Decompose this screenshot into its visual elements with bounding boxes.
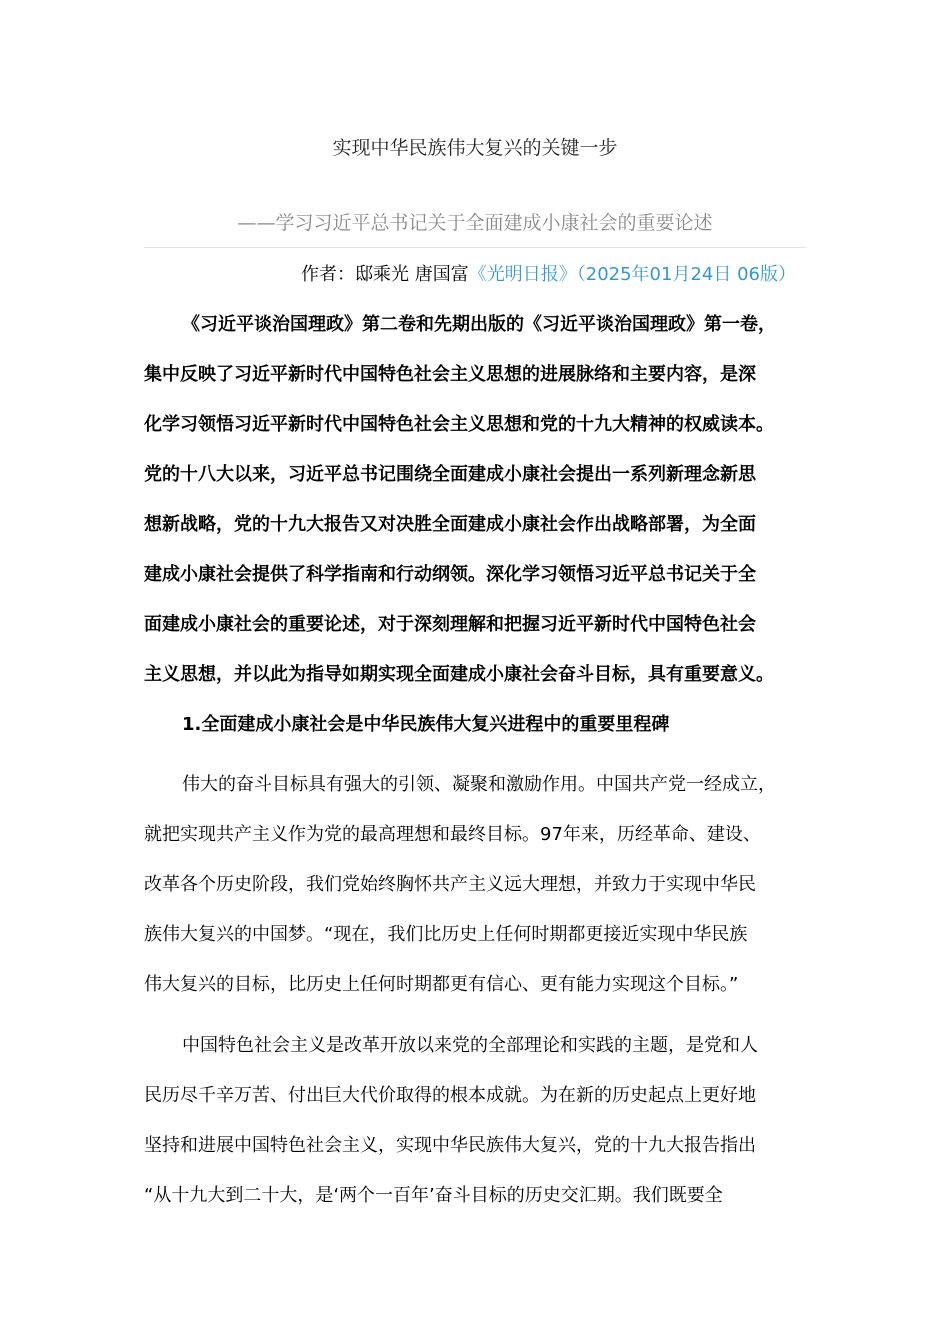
body-line: 中国特色社会主义是改革开放以来党的全部理论和实践的主题，是党和人 xyxy=(182,1035,758,1056)
lead-line: 主义思想，并以此为指导如期实现全面建成小康社会奋斗目标，具有重要意义。 xyxy=(144,664,774,685)
byline-source-link[interactable]: 《光明日报》（2025年01月24日 06版） xyxy=(468,264,796,285)
lead-line: 化学习领悟习近平新时代中国特色社会主义思想和党的十九大精神的权威读本。 xyxy=(144,414,774,435)
body-line: 改革各个历史阶段，我们党始终胸怀共产主义远大理想，并致力于实现中华民 xyxy=(144,874,756,895)
lead-line: 建成小康社会提供了科学指南和行动纲领。深化学习领悟习近平总书记关于全 xyxy=(144,564,756,585)
body-line: 坚持和进展中国特色社会主义，实现中华民族伟大复兴，党的十九大报告指出 xyxy=(144,1135,756,1156)
body-line: 伟大的奋斗目标具有强大的引领、凝聚和激励作用。中国共产党一经成立， xyxy=(182,774,776,795)
byline xyxy=(144,260,796,290)
lead-line: 想新战略，党的十九大报告又对决胜全面建成小康社会作出战略部署，为全面 xyxy=(144,514,756,535)
byline-prefix: 作者： xyxy=(301,264,356,285)
section-heading: 1.全面建成小康社会是中华民族伟大复兴进程中的重要里程碑 xyxy=(182,714,670,735)
lead-line: 面建成小康社会的重要论述，对于深刻理解和把握习近平新时代中国特色社会 xyxy=(144,614,756,635)
body-line: 伟大复兴的目标，比历史上任何时期都更有信心、更有能力实现这个目标。” xyxy=(144,974,739,995)
body-line: “从十九大到二十大，是‘两个一百年’奋斗目标的历史交汇期。我们既要全 xyxy=(144,1185,723,1206)
lead-line: 集中反映了习近平新时代中国特色社会主义思想的进展脉络和主要内容，是深 xyxy=(144,364,756,385)
article-title: 实现中华民族伟大复兴的关键一步 xyxy=(332,137,618,159)
lead-line: 《习近平谈治国理政》第二卷和先期出版的《习近平谈治国理政》第一卷， xyxy=(182,314,776,335)
article-subtitle: ——学习习近平总书记关于全面建成小康社会的重要论述 xyxy=(237,212,713,234)
body-line: 就把实现共产主义作为党的最高理想和最终目标。97年来，历经革命、建设、 xyxy=(144,824,761,845)
divider xyxy=(144,247,806,248)
byline-authors: 邸乘光 唐国富 xyxy=(355,264,469,285)
body-paragraph-2 xyxy=(144,1031,806,1231)
body-line: 民历尽千辛万苦、付出巨大代价取得的根本成就。为在新的历史起点上更好地 xyxy=(144,1085,756,1106)
lead-line: 党的十八大以来，习近平总书记围绕全面建成小康社会提出一系列新理念新思 xyxy=(144,464,756,485)
body-line: 族伟大复兴的中国梦。“现在，我们比历史上任何时期都更接近实现中华民族 xyxy=(144,924,748,945)
lead-paragraph xyxy=(144,310,806,710)
body-paragraph-1 xyxy=(144,770,806,1020)
